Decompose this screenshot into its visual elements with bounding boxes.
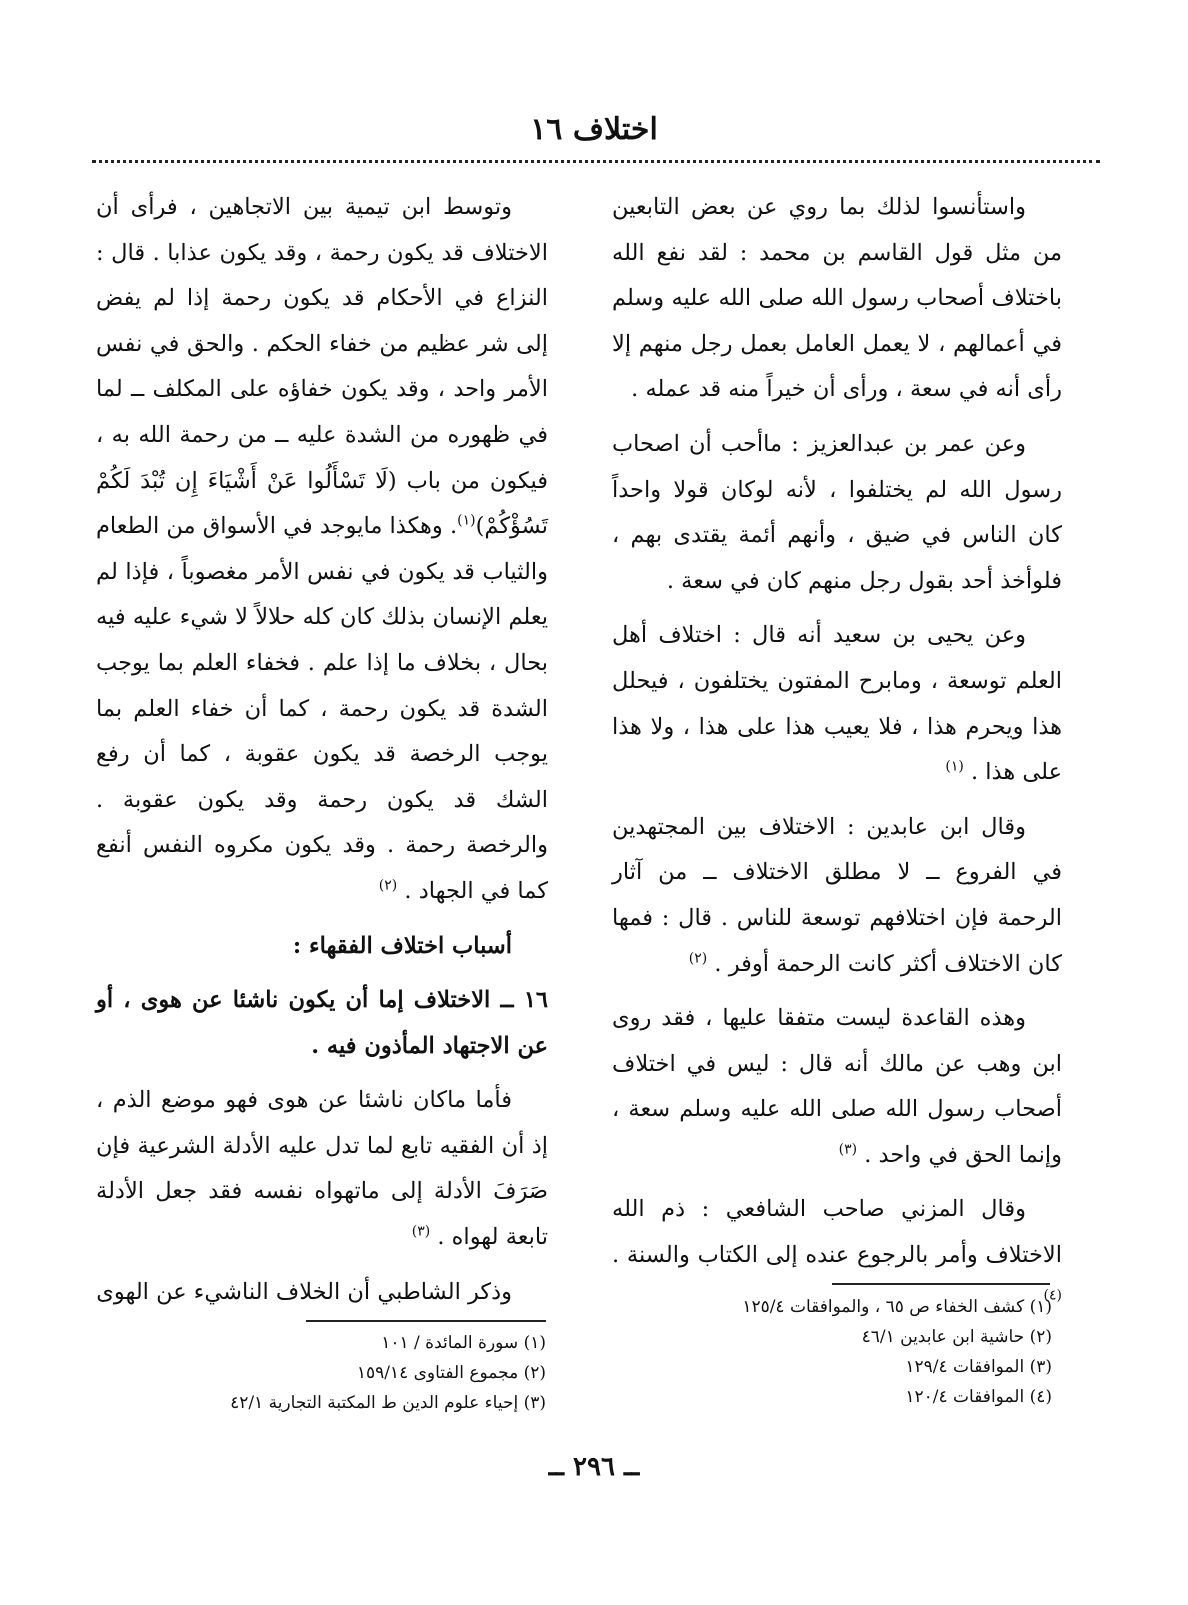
- footnote-item: (٣) الموافقات ١٢٩/٤: [905, 1357, 1052, 1377]
- paragraph-yahya: وعن يحيى بن سعيد أنه قال : اختلاف أهل العلم توسعة ، ومابرح المفتون يختلفون ، فيحلل هذا ويحرم هذا ، فلا يعيب هذا على هذا ، ولا هذا على هذا . $^{(١)}$: [612, 622, 1062, 786]
- paragraph-numbered-16: ١٦ ــ الاختلاف إما أن يكون ناشئا عن هوى ، أو عن الاجتهاد المأذون فيه .: [96, 987, 548, 1059]
- footnote-ref: (٤): [1043, 1287, 1062, 1304]
- page-header-title: اختلاف ١٦: [530, 112, 658, 147]
- footnote-ref: (٢): [378, 877, 398, 894]
- paragraph-umar: وعن عمر بن عبدالعزيز : ماأحب أن اصحاب رسول الله لم يختلفوا ، لأنه لوكان قولا واحداً كان الناس في ضيق ، وأنهم أئمة يقتدى بهم ، فلوأخذ أحد بقول رجل منهم كان في سعة .: [612, 430, 1062, 594]
- footnotes-right: [612, 1292, 1052, 1412]
- page-number: ــ ٢٩٦ ــ: [548, 1452, 640, 1482]
- right-text-column: [612, 185, 1062, 1333]
- paragraph-ibn-taymiyya: وتوسط ابن تيمية بين الاتجاهين ، فرأى أن الاختلاف قد يكون رحمة ، وقد يكون عذابا . قال : النزاع في الأحكام قد يكون رحمة إذا لم يفض إلى شر عظيم من خفاء الحكم . والحق في نفس الأمر واحد ، وقد يكون خفاؤه على المكلف ــ لما في ظهوره من الشدة عليه ــ من رحمة الله به ، فيكون من باب (لَا تَسْأَلُوا عَنْ أَشْيَاءَ إِن تُبْدَ لَكُمْ تَسُؤْكُمْ)$^{(١)}$. وهكذا مايوجد في الأسواق من الطعام والثياب قد يكون في نفس الأمر مغصوباً ، فإذا لم يعلم الإنسان بذلك كان كله حلالاً لا شيء عليه فيه بحال ، بخلاف ما إذا علم . فخفاء العلم بما يوجب الشدة قد يكون رحمة ، كما أن خفاء العلم بما يوجب الرخصة قد يكون عقوبة ، كما أن رفع الشك قد يكون رحمة وقد يكون عقوبة . والرخصة رحمة . وقد يكون مكروه النفس أنفع كما في الجهاد . $^{(٢)}$: [96, 194, 548, 904]
- footnote-item: (٢) حاشية ابن عابدين ٤٦/١: [861, 1327, 1052, 1347]
- section-heading: أسباب اختلاف الفقهاء :: [292, 932, 512, 959]
- paragraph-muzani: وقال المزني صاحب الشافعي : ذم الله الاختلاف وأمر بالرجوع عنده إلى الكتاب والسنة . $^{(٤)}$: [612, 1196, 1062, 1304]
- footnote-item: (١) سورة المائدة / ١٠١: [381, 1333, 546, 1353]
- left-text-column: [96, 185, 548, 1324]
- paragraph-hawa: فأما ماكان ناشئا عن هوى فهو موضع الذم ، إذ أن الفقيه تابع لما تدل عليه الأدلة الشرعية فإن صَرَفَ الأدلة إلى ماتهواه نفسه فقد جعل الأدلة تابعة لهواه . $^{(٣)}$: [96, 1087, 548, 1251]
- footnote-divider-left: [306, 1320, 546, 1322]
- header-dotted-rule: [92, 160, 1100, 163]
- footnote-divider-right: [832, 1283, 1050, 1285]
- footnote-item: (٤) الموافقات ١٢٠/٤: [905, 1387, 1052, 1407]
- paragraph-ibn-abidin: وقال ابن عابدين : الاختلاف بين المجتهدين في الفروع ــ لا مطلق الاختلاف ــ من آثار الرحمة فإن اختلافهم توسعة للناس . قال : فمها كان الاختلاف أكثر كانت الرحمة أوفر . $^{(٢)}$: [612, 813, 1062, 977]
- paragraph-shatibi: وذكر الشاطبي أن الخلاف الناشيء عن الهوى: [96, 1278, 512, 1305]
- footnote-item: (٣) إحياء علوم الدين ط المكتبة التجارية ٤٢/١: [230, 1393, 546, 1413]
- footnote-ref: (٢): [688, 950, 708, 966]
- paragraph-ibn-wahb: وهذه القاعدة ليست متفقا عليها ، فقد روى ابن وهب عن مالك أنه قال : ليس في اختلاف أصحاب رسول الله صلى الله عليه وسلم سعة ، وإنما الحق في واحد . $^{(٣)}$: [612, 1005, 1062, 1168]
- footnote-ref: (٣): [838, 1141, 858, 1158]
- footnote-ref: (١): [457, 512, 476, 529]
- footnote-item: (١) كشف الخفاء ص ٦٥ ، والموافقات ١٢٥/٤: [742, 1297, 1052, 1317]
- footnote-ref: (٣): [411, 1223, 431, 1240]
- footnote-item: (٢) مجموع الفتاوى ١٥٩/١٤: [356, 1363, 546, 1383]
- paragraph-qasim: واستأنسوا لذلك بما روي عن بعض التابعين من مثل قول القاسم بن محمد : لقد نفع الله باختلاف أصحاب رسول الله صلى الله عليه وسلم في أعمالهم ، لا يعمل العامل بعمل رجل منهم إلا رأى أنه في سعة ، ورأى أن خيراً منه قد عمله .: [612, 194, 1062, 403]
- footnotes-left: [96, 1328, 546, 1418]
- footnote-ref: (١): [945, 758, 964, 775]
